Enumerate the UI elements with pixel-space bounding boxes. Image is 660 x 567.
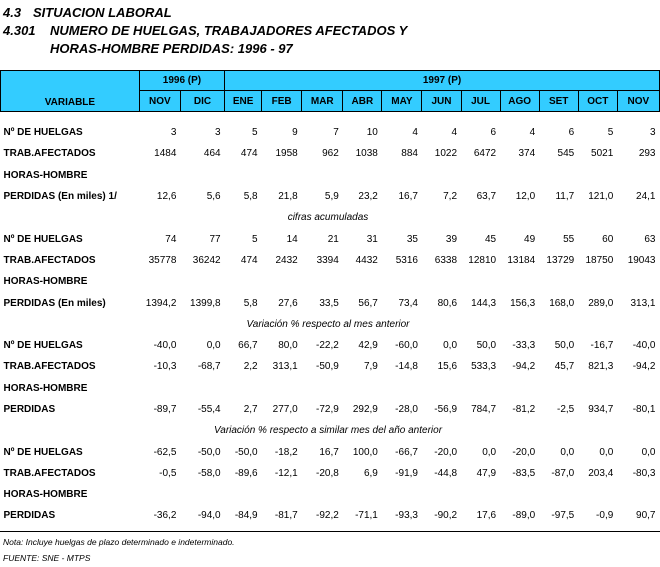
table-cell bbox=[302, 378, 343, 399]
table-cell: 5,6 bbox=[206, 191, 221, 203]
table-cell: -40,0 bbox=[632, 340, 656, 352]
row-label: PERDIDAS (En miles) bbox=[3, 297, 106, 309]
table-row bbox=[1, 441, 660, 462]
table-cell bbox=[578, 271, 617, 292]
table-cell: -40,0 bbox=[153, 340, 177, 352]
table-number: 4.301 bbox=[3, 23, 36, 38]
row-label: Nº DE HUELGAS bbox=[3, 340, 83, 352]
table-cell: 5,8 bbox=[243, 297, 258, 309]
table-cell bbox=[500, 165, 539, 186]
row-label: Nº DE HUELGAS bbox=[3, 233, 83, 245]
table-cell bbox=[262, 271, 302, 292]
table-cell: 0,0 bbox=[599, 446, 614, 458]
month-header: JUL bbox=[461, 91, 500, 112]
table-cell: 5 bbox=[252, 127, 258, 139]
table-cell bbox=[539, 165, 578, 186]
table-cell bbox=[422, 378, 461, 399]
table-cell: 77 bbox=[209, 233, 221, 245]
table-cell bbox=[302, 271, 343, 292]
table-cell: 49 bbox=[524, 233, 536, 245]
table-cell: -44,8 bbox=[434, 467, 458, 479]
row-label: HORAS-HOMBRE bbox=[3, 382, 88, 394]
table-cell bbox=[461, 165, 500, 186]
month-header: NOV bbox=[139, 91, 180, 112]
table-cell: 73,4 bbox=[398, 297, 418, 309]
table-cell: 14 bbox=[286, 233, 298, 245]
table-cell: 313,1 bbox=[630, 297, 656, 309]
section-heading bbox=[3, 5, 172, 20]
table-cell: 74 bbox=[165, 233, 177, 245]
table-cell: -87,0 bbox=[551, 467, 575, 479]
row-label: Nº DE HUELGAS bbox=[3, 127, 83, 139]
table-cell: -14,8 bbox=[395, 361, 418, 373]
table-cell: 3394 bbox=[316, 254, 339, 266]
table-row bbox=[1, 228, 660, 249]
table-cell: 12,6 bbox=[156, 191, 177, 203]
table-cell bbox=[461, 378, 500, 399]
table-cell: -84,9 bbox=[234, 510, 258, 522]
table-cell: -83,5 bbox=[512, 467, 536, 479]
table-title-line2: HORAS-HOMBRE PERDIDAS: 1996 - 97 bbox=[50, 41, 293, 56]
table-cell: -92,2 bbox=[316, 510, 339, 522]
table-cell: -94,2 bbox=[512, 361, 536, 373]
table-cell: 11,7 bbox=[555, 191, 575, 203]
table-cell: 0,0 bbox=[560, 446, 575, 458]
table-cell: 45,7 bbox=[554, 361, 575, 373]
table-cell: 7,2 bbox=[443, 191, 458, 203]
table-cell: -91,9 bbox=[395, 467, 418, 479]
table-cell: 55 bbox=[563, 233, 575, 245]
table-cell bbox=[578, 378, 617, 399]
table-cell: 80,6 bbox=[437, 297, 458, 309]
month-header: MAR bbox=[302, 91, 343, 112]
table-cell: 12810 bbox=[468, 254, 497, 266]
table-cell: 2,7 bbox=[243, 404, 258, 415]
row-label: TRAB.AFECTADOS bbox=[3, 361, 96, 373]
month-header: NOV bbox=[617, 91, 659, 112]
section-label: cifras acumuladas bbox=[287, 212, 369, 224]
table-cell: 545 bbox=[557, 148, 575, 160]
month-header: AGO bbox=[500, 91, 539, 112]
table-cell: 168,0 bbox=[549, 297, 575, 309]
table-cell: 19043 bbox=[627, 254, 656, 266]
table-cell bbox=[225, 378, 262, 399]
table-row bbox=[1, 505, 660, 526]
table-cell: 0,0 bbox=[443, 340, 458, 352]
table-cell: 0,0 bbox=[206, 340, 221, 352]
section-title: SITUACION LABORAL bbox=[33, 5, 172, 20]
row-label: TRAB.AFECTADOS bbox=[3, 148, 96, 160]
table-row bbox=[1, 484, 660, 505]
table-cell: 23,2 bbox=[358, 191, 378, 203]
table-cell: 12,0 bbox=[515, 191, 536, 203]
table-cell: -89,6 bbox=[234, 467, 258, 479]
table-cell: -71,1 bbox=[355, 510, 378, 522]
table-cell: 63,7 bbox=[476, 191, 497, 203]
table-cell: -80,3 bbox=[632, 467, 656, 479]
table-cell: -58,0 bbox=[197, 467, 221, 479]
table-cell: -0,5 bbox=[159, 467, 177, 479]
table-cell bbox=[225, 271, 262, 292]
table-cell: -68,7 bbox=[197, 361, 221, 373]
table-row bbox=[1, 143, 660, 164]
table-cell: 56,7 bbox=[358, 297, 378, 309]
table-cell: 3 bbox=[215, 127, 221, 139]
row-label: TRAB.AFECTADOS bbox=[3, 254, 96, 266]
table-cell bbox=[539, 378, 578, 399]
table-cell bbox=[343, 484, 382, 505]
table-cell: -12,1 bbox=[274, 467, 298, 479]
table-cell: 784,7 bbox=[471, 404, 497, 415]
table-row bbox=[1, 122, 660, 143]
table-cell: -81,2 bbox=[512, 404, 536, 415]
table-cell: 17,6 bbox=[476, 510, 497, 522]
table-cell: 884 bbox=[401, 148, 418, 160]
row-label: HORAS-HOMBRE bbox=[3, 276, 88, 288]
table-cell: -89,7 bbox=[153, 404, 177, 415]
table-cell: 18750 bbox=[585, 254, 614, 266]
table-cell: -33,3 bbox=[512, 340, 536, 352]
table-cell bbox=[422, 484, 461, 505]
table-cell: -50,9 bbox=[316, 361, 339, 373]
section-label: Variación % respecto al mes anterior bbox=[246, 318, 410, 330]
table-cell: 6 bbox=[490, 127, 497, 139]
table-cell: -18,2 bbox=[274, 446, 298, 458]
table-cell: 277,0 bbox=[272, 404, 298, 415]
table-cell: 42,9 bbox=[358, 340, 378, 352]
table-cell: 7,9 bbox=[363, 361, 378, 373]
table-cell: 90,7 bbox=[636, 510, 656, 522]
table-cell: 962 bbox=[322, 148, 339, 160]
table-cell: -56,9 bbox=[434, 404, 458, 415]
footer-divider bbox=[0, 531, 660, 532]
table-cell: 5 bbox=[252, 233, 258, 245]
table-cell bbox=[180, 378, 224, 399]
table-cell: 9 bbox=[292, 127, 298, 139]
table-cell: 3 bbox=[649, 127, 656, 139]
table-cell: 33,5 bbox=[319, 297, 339, 309]
table-cell: -93,3 bbox=[395, 510, 418, 522]
table-cell: 464 bbox=[203, 148, 221, 160]
table-cell: 21 bbox=[327, 233, 339, 245]
table-row bbox=[1, 271, 660, 292]
table-cell bbox=[262, 484, 302, 505]
table-cell: 39 bbox=[445, 233, 458, 245]
table-cell: -97,5 bbox=[551, 510, 575, 522]
table-cell bbox=[578, 165, 617, 186]
table-cell: 156,3 bbox=[510, 297, 536, 309]
month-header: ABR bbox=[343, 91, 382, 112]
table-row bbox=[1, 186, 660, 207]
table-cell bbox=[539, 271, 578, 292]
table-cell: 10 bbox=[366, 127, 378, 139]
table-cell: 144,3 bbox=[471, 297, 497, 309]
table-cell: 66,7 bbox=[238, 340, 258, 352]
table-cell: 474 bbox=[240, 254, 258, 266]
table-cell: 47,9 bbox=[476, 467, 497, 479]
table-cell bbox=[180, 271, 224, 292]
table-cell: -94,0 bbox=[197, 510, 221, 522]
table-cell bbox=[139, 271, 180, 292]
table-cell: 63 bbox=[644, 233, 656, 245]
table-cell: 3 bbox=[170, 127, 177, 139]
table-cell: 1958 bbox=[275, 148, 298, 160]
table-cell bbox=[500, 271, 539, 292]
table-cell bbox=[617, 271, 659, 292]
table-cell bbox=[382, 271, 422, 292]
table-row bbox=[1, 335, 660, 356]
table-cell: 35778 bbox=[148, 254, 177, 266]
table-cell: 50,0 bbox=[476, 340, 497, 352]
spacer-row bbox=[1, 112, 660, 123]
table-cell: 21,8 bbox=[278, 191, 298, 203]
table-cell bbox=[180, 484, 224, 505]
year-1997-header: 1997 (P) bbox=[225, 71, 660, 91]
table-cell: -90,2 bbox=[434, 510, 458, 522]
year-1996-header: 1996 (P) bbox=[139, 71, 224, 91]
table-cell: -50,0 bbox=[197, 446, 221, 458]
row-label: Nº DE HUELGAS bbox=[3, 446, 83, 458]
table-cell: 4 bbox=[451, 127, 458, 139]
table-row bbox=[1, 378, 660, 399]
table-cell: -20,0 bbox=[512, 446, 536, 458]
table-cell: 13729 bbox=[546, 254, 575, 266]
table-cell bbox=[180, 165, 224, 186]
table-cell: 5 bbox=[607, 127, 614, 139]
row-label: HORAS-HOMBRE bbox=[3, 169, 88, 181]
month-header: JUN bbox=[422, 91, 461, 112]
table-title-line1: NUMERO DE HUELGAS, TRABAJADORES AFECTADOS Y bbox=[50, 23, 408, 38]
row-label: PERDIDAS bbox=[3, 510, 56, 522]
table-row bbox=[1, 463, 660, 484]
table-cell bbox=[343, 378, 382, 399]
table-cell: 4432 bbox=[355, 254, 378, 266]
table-body bbox=[1, 112, 660, 527]
table-cell: 100,0 bbox=[352, 446, 378, 458]
table-heading bbox=[3, 23, 407, 38]
table-cell: 5,9 bbox=[324, 191, 339, 203]
table-row bbox=[1, 292, 660, 313]
table-cell: 2,2 bbox=[243, 361, 258, 373]
table-cell bbox=[343, 165, 382, 186]
table-cell: 1022 bbox=[434, 148, 458, 160]
table-cell: 27,6 bbox=[278, 297, 298, 309]
table-cell bbox=[382, 165, 422, 186]
section-number: 4.3 bbox=[3, 5, 22, 20]
month-header: DIC bbox=[180, 91, 224, 112]
table-cell: -89,0 bbox=[512, 510, 536, 522]
month-header: SET bbox=[539, 91, 578, 112]
table-cell: 5316 bbox=[395, 254, 418, 266]
table-cell: 80,0 bbox=[278, 340, 298, 352]
table-cell: -10,3 bbox=[153, 361, 177, 373]
table-cell bbox=[382, 484, 422, 505]
table-cell bbox=[617, 378, 659, 399]
table-cell: 7 bbox=[333, 127, 339, 139]
table-cell: 121,0 bbox=[588, 191, 614, 203]
month-header: MAY bbox=[382, 91, 422, 112]
table-cell bbox=[461, 484, 500, 505]
table-cell: 374 bbox=[518, 148, 536, 160]
table-cell: -28,0 bbox=[395, 404, 418, 415]
month-header: OCT bbox=[578, 91, 617, 112]
table-cell: 5,8 bbox=[243, 191, 258, 203]
table-cell bbox=[539, 484, 578, 505]
table-cell: -66,7 bbox=[395, 446, 418, 458]
month-header: ENE bbox=[225, 91, 262, 112]
table-cell: 13184 bbox=[507, 254, 536, 266]
table-cell bbox=[302, 165, 343, 186]
table-cell bbox=[302, 484, 343, 505]
table-cell: 1394,2 bbox=[145, 297, 177, 309]
row-label: HORAS-HOMBRE bbox=[3, 489, 88, 501]
table-cell: 60 bbox=[602, 233, 614, 245]
variable-header: VARIABLE bbox=[1, 71, 140, 112]
table-cell: 36242 bbox=[192, 254, 221, 266]
table-row bbox=[1, 250, 660, 271]
table-cell bbox=[262, 165, 302, 186]
table-cell: -16,7 bbox=[590, 340, 614, 352]
table-cell: -55,4 bbox=[197, 404, 221, 415]
table-cell: 50,0 bbox=[554, 340, 575, 352]
row-label: PERDIDAS (En miles) 1/ bbox=[3, 191, 117, 203]
table-cell: 934,7 bbox=[588, 404, 614, 415]
table-cell: 4 bbox=[529, 127, 536, 139]
table-cell: -60,0 bbox=[395, 340, 418, 352]
table-cell bbox=[500, 484, 539, 505]
table-cell bbox=[422, 271, 461, 292]
table-cell: -72,9 bbox=[316, 404, 339, 415]
table-cell: 533,3 bbox=[471, 361, 497, 373]
table-cell bbox=[343, 271, 382, 292]
table-cell bbox=[617, 165, 659, 186]
table-cell: 0,0 bbox=[641, 446, 656, 458]
table-cell: 6338 bbox=[434, 254, 458, 266]
table-cell: 16,7 bbox=[398, 191, 418, 203]
table-cell: 24,1 bbox=[636, 191, 656, 203]
table-cell bbox=[139, 484, 180, 505]
table-cell bbox=[382, 378, 422, 399]
table-cell: -20,8 bbox=[316, 467, 339, 479]
table-cell bbox=[500, 378, 539, 399]
table-cell: 1399,8 bbox=[190, 297, 221, 309]
table-cell bbox=[225, 484, 262, 505]
table-cell: 289,0 bbox=[588, 297, 614, 309]
table-cell: 203,4 bbox=[588, 467, 614, 479]
table-cell: -22,2 bbox=[316, 340, 339, 352]
table-cell: 2432 bbox=[275, 254, 298, 266]
footnote: Nota: Incluye huelgas de plazo determinado e indeterminado. bbox=[3, 537, 235, 547]
table-cell: 821,3 bbox=[588, 361, 614, 373]
table-cell bbox=[617, 484, 659, 505]
table-cell: 293 bbox=[638, 148, 656, 160]
table-cell: 6472 bbox=[473, 148, 497, 160]
table-cell: 6 bbox=[568, 127, 575, 139]
table-row bbox=[1, 356, 660, 377]
table-row bbox=[1, 399, 660, 420]
table-cell: -50,0 bbox=[234, 446, 258, 458]
table-cell: 31 bbox=[366, 233, 378, 245]
table-cell: 313,1 bbox=[272, 361, 298, 373]
table-cell: 5021 bbox=[591, 148, 614, 160]
table-cell: 45 bbox=[484, 233, 497, 245]
table-cell bbox=[262, 378, 302, 399]
table-cell: 1038 bbox=[355, 148, 378, 160]
table-cell: -36,2 bbox=[153, 510, 177, 522]
table-cell bbox=[225, 165, 262, 186]
table-cell: -20,0 bbox=[434, 446, 458, 458]
month-header: FEB bbox=[262, 91, 302, 112]
table-cell bbox=[139, 378, 180, 399]
table-cell: 6,9 bbox=[363, 467, 378, 479]
table-cell bbox=[422, 165, 461, 186]
row-label: TRAB.AFECTADOS bbox=[3, 467, 96, 479]
table-cell: -2,5 bbox=[556, 404, 575, 415]
table-cell: 15,6 bbox=[437, 361, 458, 373]
table-cell: -0,9 bbox=[596, 510, 614, 522]
table-cell: -80,1 bbox=[632, 404, 656, 415]
table-cell bbox=[461, 271, 500, 292]
table-cell: -81,7 bbox=[274, 510, 298, 522]
table-cell: 0,0 bbox=[482, 446, 497, 458]
table-cell: 4 bbox=[412, 127, 418, 139]
table-cell: 16,7 bbox=[319, 446, 339, 458]
row-label: PERDIDAS bbox=[3, 404, 56, 415]
section-label-row bbox=[1, 314, 660, 335]
table-cell: 35 bbox=[406, 233, 418, 245]
source-note: FUENTE: SNE - MTPS bbox=[3, 553, 91, 563]
table-cell: -62,5 bbox=[153, 446, 177, 458]
table-cell bbox=[578, 484, 617, 505]
table-cell: 474 bbox=[240, 148, 258, 160]
table-row bbox=[1, 165, 660, 186]
table-cell: 292,9 bbox=[352, 404, 378, 415]
data-table bbox=[0, 70, 660, 527]
table-cell: -94,2 bbox=[632, 361, 656, 373]
table-cell bbox=[139, 165, 180, 186]
section-label-row bbox=[1, 207, 660, 228]
table-cell: 1484 bbox=[154, 148, 177, 160]
section-label-row bbox=[1, 420, 660, 441]
section-label: Variación % respecto a similar mes del año anterior bbox=[213, 425, 443, 437]
